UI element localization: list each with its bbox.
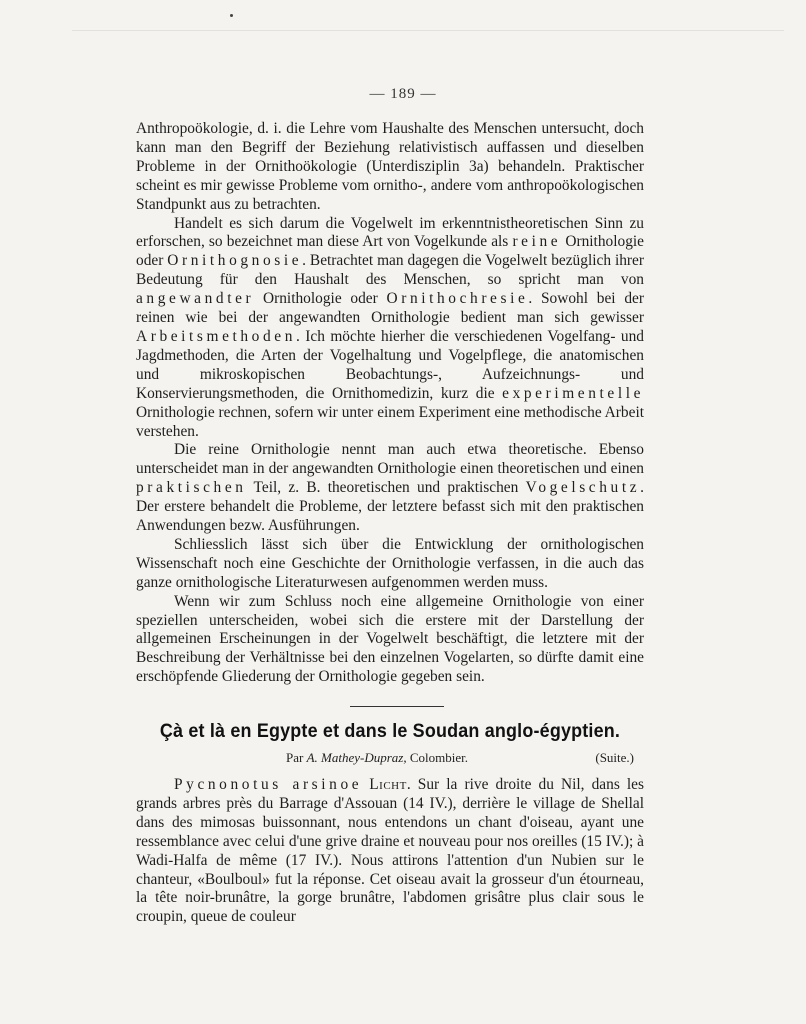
paragraph xyxy=(136,120,644,215)
page-number: — 189 — xyxy=(369,86,437,102)
text-run: . Sowohl bei der reinen wie bei der angewandten Ornithologie bedient man sich gewisser xyxy=(136,290,644,327)
author-place: Colombier. xyxy=(406,750,468,765)
spaced-term: Ornithochresie xyxy=(386,290,529,308)
paragraph xyxy=(136,536,644,593)
text-run: Handelt es sich darum die Vogelwelt im erkenntnistheoretischen Sinn zu erforschen, so bezeichnet man diese Art von Vogelkunde als xyxy=(136,214,644,251)
text-run: Wenn wir zum Schluss noch eine allgemeine Ornithologie von einer speziellen unterscheiden, wobei sich die erstere mit der Darstellung der allgemeinen Erscheinungen in der Vogelwelt beschäftigt, die letztere mit der Beschreibung der Verhältnisse bei den einzelnen Vogelarten, so dürfte damit eine erschöpfende Gliederung der Ornithologie gegeben sein. xyxy=(136,592,644,686)
paragraph xyxy=(136,776,644,927)
spaced-term: Vogelschutz xyxy=(525,479,641,497)
text-run: Anthropoökologie, d. i. die Lehre vom Haushalte des Menschen untersucht, doch kann man den Begriff der Beziehung relativistisch auffassen und dieselben Probleme in der Ornithoökologie (Unterdisziplin 3a) behandeln. Praktischer scheint es mir gewisse Probleme vom ornitho-, andere vom anthropoökologischen Standpunkt aus zu betrachten. xyxy=(136,120,644,213)
section-divider xyxy=(350,706,444,707)
text-run: Ornithologie rechnen, sofern wir unter einem Experiment eine methodische Arbeit verstehen. xyxy=(136,403,644,440)
continuation-note: (Suite.) xyxy=(595,750,634,765)
paragraph xyxy=(136,593,644,688)
authority-name: Licht xyxy=(369,776,407,793)
text-run: Die reine Ornithologie nennt man auch etwa theoretische. Ebenso unterscheidet man in der angewandten Ornithologie einen theoretischen und einen xyxy=(136,441,644,478)
paragraph xyxy=(136,441,644,536)
byline-prefix: Par xyxy=(286,750,307,765)
text-run: Teil, z. B. theoretischen und praktischen xyxy=(246,479,526,497)
text-run: Schliesslich lässt sich über die Entwicklung der ornithologischen Wissenschaft noch eine Geschichte der Ornithologie verfassen, in die auch das ganze ornithologische Literaturwesen aufgenommen werden muss. xyxy=(136,535,644,591)
spaced-term: reine xyxy=(512,233,562,251)
spaced-term: Ornithognosie xyxy=(167,252,303,270)
speck xyxy=(230,14,233,17)
byline-author-line xyxy=(286,750,468,766)
text-run: Ornithologie oder xyxy=(254,290,387,308)
spaced-term: experimentelle xyxy=(502,384,644,402)
spaced-term: Arbeitsmethoden xyxy=(136,327,296,345)
french-text-block xyxy=(136,776,644,927)
paragraph xyxy=(136,215,644,442)
article-title: Çà et là en Egypte et dans le Soudan anglo-égyptien. xyxy=(159,720,621,742)
author-name: A. Mathey-Dupraz, xyxy=(306,750,407,765)
text-run: . Betrachtet man dagegen die Vogelwelt bezüglich ihrer Bedeutung für den Haushalt des Menschen, so spricht man von xyxy=(136,252,644,289)
german-text-block xyxy=(136,120,644,687)
text-run: . Der erstere behandelt die Probleme, der letztere befasst sich mit den praktischen Anwendungen bezw. Ausführungen. xyxy=(136,479,644,535)
spaced-term: angewandter xyxy=(136,290,255,308)
text-run: Ornithologie oder xyxy=(136,233,644,270)
spaced-term: Pycnonotus arsinoe xyxy=(174,776,363,793)
spaced-term: praktischen xyxy=(136,479,247,497)
text-run: . Sur la rive droite du Nil, dans les grands arbres près du Barrage d'Assouan (14 IV.), derrière le village de Shellal dans des mimosas buissonnant, nous entendons un chant d'oiseau, ayant une ressemblance avec celui d'une grive draine et nouveau pour nos oreilles (15 IV.); à Wadi-Halfa de même (17 IV.). Nous attirons l'attention d'un Nubien sur le chanteur, «Boulboul» fut la réponse. Cet oiseau avait la grosseur d'un étourneau, la tête noir-brunâtre, la gorge brunâtre, l'abdomen grisâtre plus clair sous le croupin, queue de couleur xyxy=(136,776,645,926)
text-run: . Ich möchte hierher die verschiedenen Vogelfang- und Jagdmethoden, die Arten der Vogelhaltung und Vogelpflege, die anatomischen und mikroskopischen Beobachtungs-, Aufzeichnungs- und Konservierungsmethoden, die Ornithomedizin, kurz die xyxy=(136,327,644,402)
